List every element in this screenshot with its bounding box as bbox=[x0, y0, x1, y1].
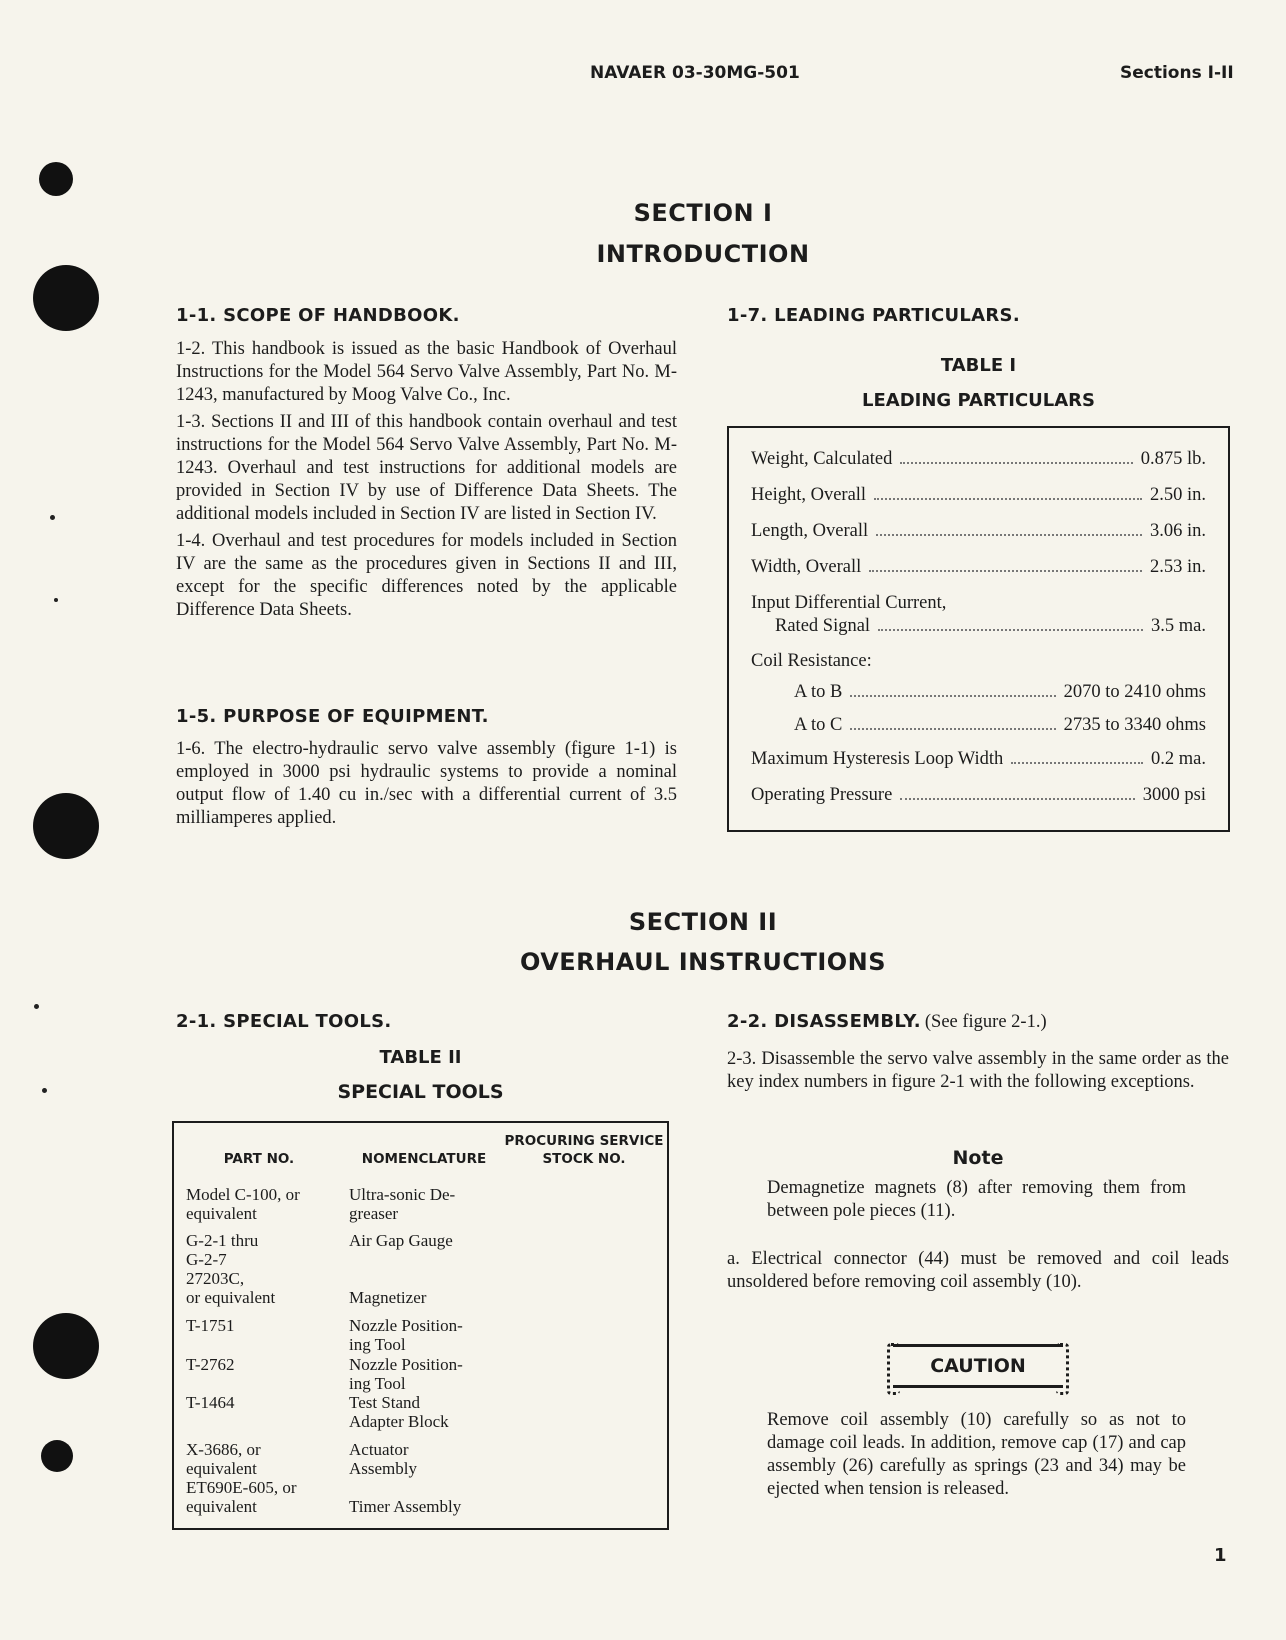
nomenclature-cell: greaser bbox=[349, 1204, 399, 1223]
section-1-title: INTRODUCTION bbox=[596, 240, 810, 268]
section-2-number: SECTION II bbox=[628, 908, 778, 936]
intro-paragraphs bbox=[176, 338, 677, 626]
part-cell: T-1751 bbox=[186, 1316, 235, 1335]
part-cell: ET690E-605, or bbox=[186, 1478, 297, 1497]
caution-banner bbox=[893, 1344, 1063, 1388]
dot-leader bbox=[900, 462, 1132, 464]
row-label: Rated Signal bbox=[775, 616, 871, 636]
part-cell: Model C-100, or bbox=[186, 1185, 300, 1204]
part-cell: T-2762 bbox=[186, 1355, 235, 1374]
note-text: Demagnetize magnets (8) after removing them from between pole pieces (11). bbox=[767, 1178, 1186, 1221]
speck bbox=[34, 1004, 39, 1009]
caution-heading: CAUTION bbox=[930, 1355, 1026, 1377]
part-cell: equivalent bbox=[186, 1204, 257, 1223]
paragraph-1-2: 1-2. This handbook is issued as the basic Handbook of Overhaul Instructions for the Model 564 Servo Valve Assembly, Part No. M-1243, manufactured by Moog Valve Co., Inc. bbox=[176, 339, 677, 405]
nomenclature-cell: Air Gap Gauge bbox=[349, 1231, 453, 1250]
special-tools-heading: 2-1. SPECIAL TOOLS. bbox=[176, 1011, 392, 1032]
row-label: Operating Pressure bbox=[751, 785, 893, 805]
dot-leader bbox=[874, 498, 1142, 500]
dot-leader bbox=[850, 728, 1055, 730]
row-label: Maximum Hysteresis Loop Width bbox=[751, 749, 1004, 769]
row-label: Coil Resistance: bbox=[751, 651, 872, 671]
paragraph-1-4: 1-4. Overhaul and test procedures for models included in Section IV are the same as the procedures given in Sections II and III, except for the specific differences noted by the applicable Difference Data Sheets. bbox=[176, 531, 677, 620]
table-row bbox=[775, 616, 1206, 637]
row-value: 2.50 in. bbox=[1149, 485, 1206, 505]
dot-leader bbox=[900, 798, 1135, 800]
row-label: Input Differential Current, bbox=[751, 593, 947, 613]
row-label: Length, Overall bbox=[751, 521, 869, 541]
page-number: 1 bbox=[1214, 1545, 1227, 1566]
column-header-nomenclature: NOMENCLATURE bbox=[361, 1151, 487, 1167]
row-value: 0.2 ma. bbox=[1151, 749, 1206, 769]
scope-heading: 1-1. SCOPE OF HANDBOOK. bbox=[176, 305, 460, 326]
row-value: 3.5 ma. bbox=[1151, 616, 1206, 636]
section-2-title: OVERHAUL INSTRUCTIONS bbox=[519, 948, 887, 976]
disassembly-heading-line bbox=[727, 1011, 1047, 1033]
dot-leader bbox=[1011, 762, 1143, 764]
speck bbox=[50, 515, 55, 520]
table-row bbox=[751, 521, 1206, 542]
disassembly-figure-ref: (See figure 2-1.) bbox=[924, 1012, 1047, 1032]
binder-hole bbox=[41, 1440, 73, 1472]
dot-leader bbox=[878, 629, 1143, 631]
table-row bbox=[794, 715, 1206, 736]
nomenclature-cell: Nozzle Position- bbox=[349, 1316, 463, 1335]
nomenclature-cell: ing Tool bbox=[349, 1335, 406, 1354]
part-cell: T-1464 bbox=[186, 1393, 235, 1412]
row-value: 3000 psi bbox=[1142, 785, 1206, 805]
document-number: NAVAER 03-30MG-501 bbox=[590, 63, 800, 83]
table-2-number: TABLE II bbox=[379, 1047, 462, 1068]
leading-particulars-heading: 1-7. LEADING PARTICULARS. bbox=[727, 305, 1020, 326]
row-value: 2.53 in. bbox=[1149, 557, 1206, 577]
purpose-heading: 1-5. PURPOSE OF EQUIPMENT. bbox=[176, 706, 489, 727]
table-1-number: TABLE I bbox=[940, 355, 1017, 376]
table-row bbox=[751, 485, 1206, 506]
table-row bbox=[751, 557, 1206, 578]
part-cell: G-2-1 thru bbox=[186, 1231, 259, 1250]
row-label: A to B bbox=[794, 682, 843, 702]
part-cell: 27203C, bbox=[186, 1269, 245, 1288]
nomenclature-cell: ing Tool bbox=[349, 1374, 406, 1393]
paragraph-2-3: 2-3. Disassemble the servo valve assembly in the same order as the key index numbers in figure 2-1 with the following exceptions. bbox=[727, 1049, 1229, 1092]
leading-particulars-table bbox=[727, 426, 1230, 832]
table-row bbox=[751, 593, 1206, 614]
nomenclature-cell: Ultra-sonic De- bbox=[349, 1185, 456, 1204]
nomenclature-cell: Magnetizer bbox=[349, 1288, 427, 1307]
part-cell: X-3686, or bbox=[186, 1440, 261, 1459]
nomenclature-cell: Nozzle Position- bbox=[349, 1355, 463, 1374]
column-header-part-no: PART NO. bbox=[223, 1151, 295, 1167]
dot-leader bbox=[869, 570, 1142, 572]
disassembly-heading: 2-2. DISASSEMBLY. bbox=[727, 1011, 921, 1032]
part-cell: equivalent bbox=[186, 1459, 257, 1478]
binder-hole bbox=[33, 793, 99, 859]
speck bbox=[54, 598, 58, 602]
row-label: Height, Overall bbox=[751, 485, 867, 505]
row-label: Weight, Calculated bbox=[751, 449, 893, 469]
part-cell: or equivalent bbox=[186, 1288, 276, 1307]
nomenclature-cell: Timer Assembly bbox=[349, 1497, 462, 1516]
row-value: 0.875 lb. bbox=[1140, 449, 1206, 469]
column-header-stock-no-line2: STOCK NO. bbox=[542, 1151, 626, 1167]
table-row bbox=[751, 785, 1206, 806]
part-cell: G-2-7 bbox=[186, 1250, 227, 1269]
row-value: 2070 to 2410 ohms bbox=[1063, 682, 1206, 702]
nomenclature-cell: Test Stand bbox=[349, 1393, 421, 1412]
row-value: 3.06 in. bbox=[1149, 521, 1206, 541]
header-sections: Sections I-II bbox=[1120, 63, 1234, 83]
caution-text: Remove coil assembly (10) carefully so as not to damage coil leads. In addition, remove cap (17) and cap assembly (26) carefully as springs (23 and 34) may be ejected when tension is released. bbox=[767, 1410, 1186, 1499]
row-label: Width, Overall bbox=[751, 557, 862, 577]
nomenclature-cell: Actuator bbox=[349, 1440, 409, 1459]
table-row bbox=[751, 749, 1206, 770]
row-label: A to C bbox=[794, 715, 843, 735]
nomenclature-cell: Assembly bbox=[349, 1459, 417, 1478]
binder-hole bbox=[33, 1313, 99, 1379]
row-value: 2735 to 3340 ohms bbox=[1063, 715, 1206, 735]
speck bbox=[42, 1088, 47, 1093]
binder-hole bbox=[33, 265, 99, 331]
table-row bbox=[751, 449, 1206, 470]
note-heading: Note bbox=[952, 1147, 1004, 1169]
binder-hole bbox=[39, 162, 73, 196]
special-tools-table bbox=[172, 1121, 669, 1530]
paragraph-1-6: 1-6. The electro-hydraulic servo valve assembly (figure 1-1) is employed in 3000 psi hydraulic systems to provide a nominal output flow of 1.40 cu in./sec with a differential current of 3.5 milliamperes applied. bbox=[176, 739, 677, 828]
step-a: a. Electrical connector (44) must be removed and coil leads unsoldered before removing coil assembly (10). bbox=[727, 1249, 1229, 1292]
dot-leader bbox=[876, 534, 1142, 536]
table-2-title: SPECIAL TOOLS bbox=[337, 1081, 504, 1103]
table-1-title: LEADING PARTICULARS bbox=[862, 390, 1095, 411]
part-cell: equivalent bbox=[186, 1497, 257, 1516]
dot-leader bbox=[850, 695, 1055, 697]
column-header-stock-no-line1: PROCURING SERVICE bbox=[504, 1133, 664, 1149]
paragraph-1-3: 1-3. Sections II and III of this handbook contain overhaul and test instructions for the Model 564 Servo Valve Assembly, Part No. M-1243. Overhaul and test instructions for additional models are provided in Section IV by use of Difference Data Sheets. The additional models included in Section IV are listed in Section IV. bbox=[176, 412, 677, 524]
nomenclature-cell: Adapter Block bbox=[349, 1412, 449, 1431]
table-row bbox=[794, 682, 1206, 703]
table-row bbox=[751, 651, 1206, 672]
section-1-number: SECTION I bbox=[633, 199, 773, 227]
